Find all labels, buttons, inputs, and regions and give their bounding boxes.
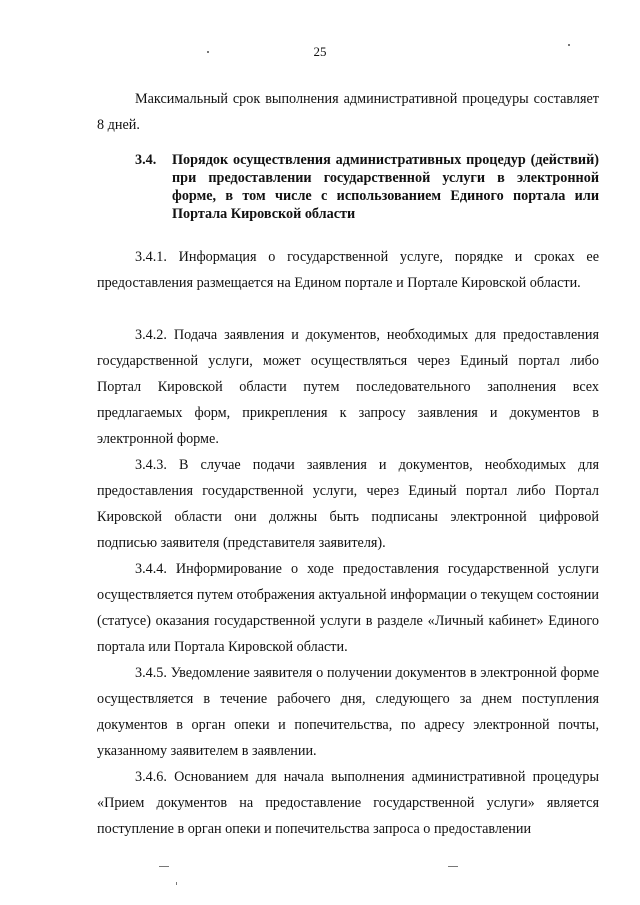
scan-speck xyxy=(448,866,458,867)
paragraph-3-4-6: 3.4.6. Основанием для начала выполнения административной процедуры «Прием документов на предоставление государственной услуги» является поступление в орган опеки и попечительства запроса о предоставлении xyxy=(97,769,599,837)
page-number: 25 xyxy=(313,44,327,59)
paragraph-3-4-2: 3.4.2. Подача заявления и документов, необходимых для предоставления государственной услуги, может осуществляться через Единый портал либо Портал Кировской области путем последовательного заполнения всех предлагаемых форм, прикрепления к запросу заявления и документов в электронной форме. xyxy=(97,327,599,447)
section-title: Порядок осуществления административных процедур (действий) при предоставлении государственной услуги в электронной форме, в том числе с использованием Единого портала или Портала Кировской области xyxy=(172,152,599,222)
section-number: 3.4. xyxy=(135,152,157,168)
scan-speck xyxy=(568,44,570,46)
paragraph-3-4-1: 3.4.1. Информация о государственной услуге, порядке и сроках ее предоставления размещается на Едином портале и Портале Кировской области. xyxy=(97,249,599,291)
scan-speck xyxy=(159,866,169,867)
scan-speck xyxy=(207,51,209,53)
paragraph-3-4-5: 3.4.5. Уведомление заявителя о получении документов в электронной форме осуществляется в течение рабочего дня, следующего за днем поступления документов в орган опеки и попечительства, по адресу электронной почты, указанному заявителем в заявлении. xyxy=(97,665,599,759)
intro-paragraph: Максимальный срок выполнения административной процедуры составляет 8 дней. xyxy=(97,91,599,133)
paragraph-3-4-3: 3.4.3. В случае подачи заявления и документов, необходимых для предоставления государственной услуги, через Единый портал либо Портал Кировской области они должны быть подписаны электронной цифровой подписью заявителя (представителя заявителя). xyxy=(97,457,599,551)
scan-speck xyxy=(176,882,177,885)
paragraph-3-4-4: 3.4.4. Информирование о ходе предоставления государственной услуги осуществляется путем отображения актуальной информации о текущем состоянии (статусе) оказания государственной услуги в разделе «Личный кабинет» Единого портала или Портала Кировской области. xyxy=(97,561,599,655)
